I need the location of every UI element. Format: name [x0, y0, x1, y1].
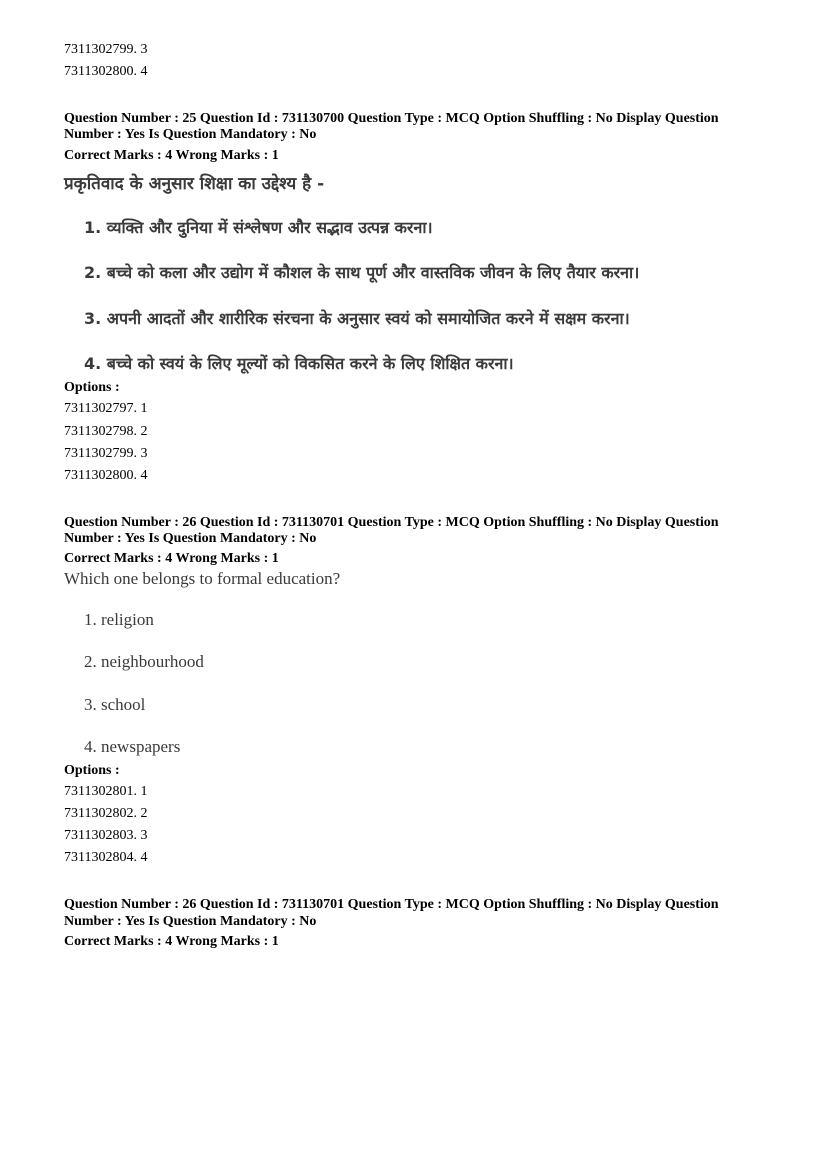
question-stem: Which one belongs to formal education?: [64, 569, 341, 588]
option-line: 7311302800. 4: [64, 468, 148, 483]
question-choice: 3. अपनी आदतों और शारीरिक संरचना के अनुसार स्वयं को समायोजित करने में सक्षम करना।: [84, 309, 630, 328]
question-header: Question Number : 26 Question Id : 731130701 Question Type : MCQ Option Shuffling : No Display Question: [64, 897, 719, 912]
question-choice: 4. newspapers: [84, 737, 181, 756]
question-header: Question Number : 26 Question Id : 731130701 Question Type : MCQ Option Shuffling : No Display Question: [64, 515, 719, 530]
options-label: Options :: [64, 380, 120, 395]
option-line: 7311302802. 2: [64, 806, 148, 821]
question-marks: Correct Marks : 4 Wrong Marks : 1: [64, 934, 279, 949]
option-line: 7311302803. 3: [64, 828, 148, 843]
question-header-cont: Number : Yes Is Question Mandatory : No: [64, 531, 317, 546]
question-stem: प्रकृतिवाद के अनुसार शिक्षा का उद्देश्य है -: [64, 174, 325, 194]
options-label: Options :: [64, 763, 120, 778]
question-choice: 4. बच्चे को स्वयं के लिए मूल्यों को विकसित करने के लिए शिक्षित करना।: [84, 354, 514, 373]
option-line: 7311302800. 4: [64, 64, 148, 79]
option-line: 7311302804. 4: [64, 850, 148, 865]
question-marks: Correct Marks : 4 Wrong Marks : 1: [64, 551, 279, 566]
question-choice: 1. व्यक्ति और दुनिया में संश्लेषण और सद्भाव उत्पन्न करना।: [84, 218, 433, 237]
question-marks: Correct Marks : 4 Wrong Marks : 1: [64, 148, 279, 163]
question-choice: 1. religion: [84, 610, 154, 629]
option-line: 7311302799. 3: [64, 446, 148, 461]
question-choice: 3. school: [84, 695, 146, 714]
question-choice: 2. neighbourhood: [84, 652, 204, 671]
option-line: 7311302801. 1: [64, 784, 148, 799]
option-line: 7311302798. 2: [64, 424, 148, 439]
question-header-cont: Number : Yes Is Question Mandatory : No: [64, 914, 317, 929]
option-line: 7311302799. 3: [64, 42, 148, 57]
question-choice: 2. बच्चे को कला और उद्योग में कौशल के साथ पूर्ण और वास्तविक जीवन के लिए तैयार करना।: [84, 263, 640, 282]
question-header-cont: Number : Yes Is Question Mandatory : No: [64, 127, 317, 142]
option-line: 7311302797. 1: [64, 401, 148, 416]
question-header: Question Number : 25 Question Id : 731130700 Question Type : MCQ Option Shuffling : No Display Question: [64, 111, 719, 126]
